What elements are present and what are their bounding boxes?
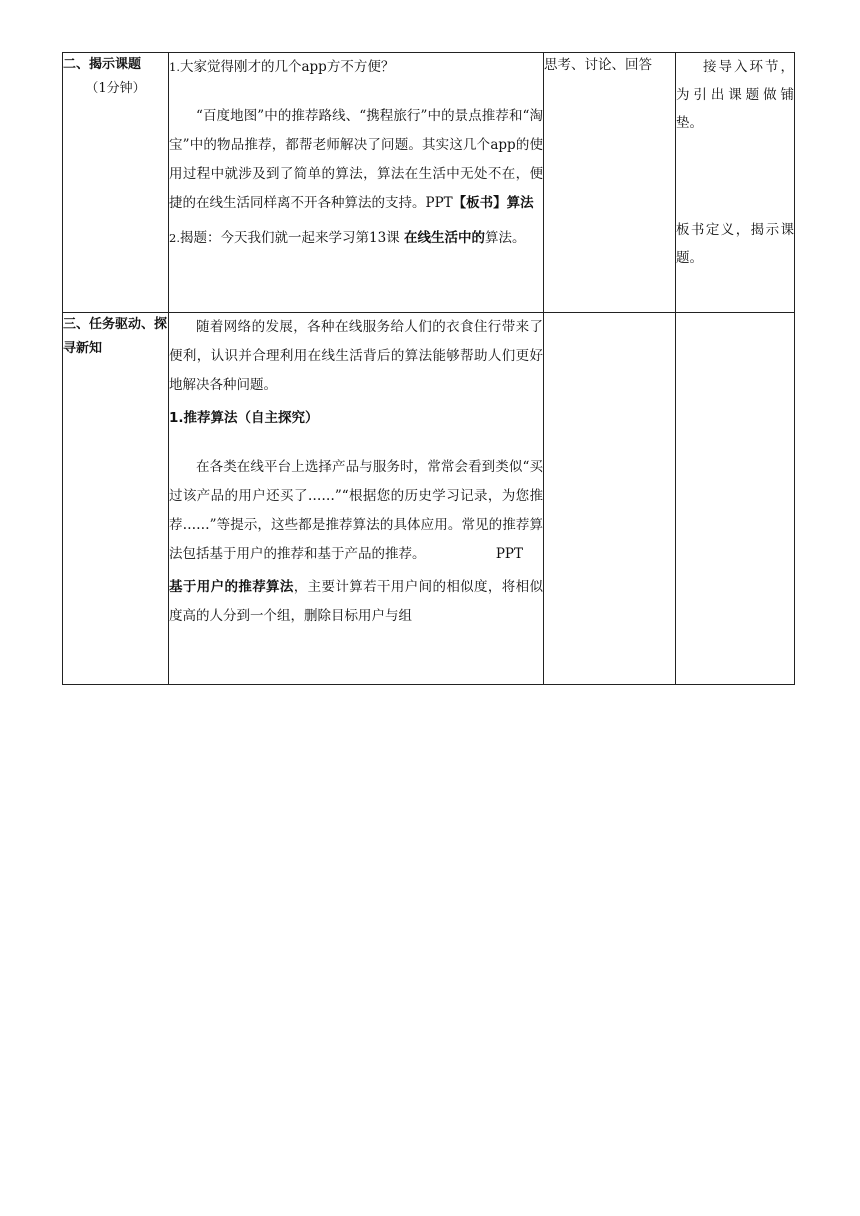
paragraph-user-based-text: ，主要计算若干用户间的相似度，将相似度高的人分到一个组，删除目标用户与组 <box>169 579 544 624</box>
content-cell <box>169 53 544 313</box>
stage-title: 三、任务驱动、探寻新知 <box>63 317 168 356</box>
lesson-plan-table <box>62 52 795 685</box>
paragraph-recommendation-text: 在各类在线平台上选择产品与服务时，常常会看到类似“买过该产品的用户还买了……”“根据您的历史学习记录，为您推荐……”等提示，这些都是推荐算法的具体应用。常见的推荐算法包括基于用户的推荐和基于产品的推荐。 <box>169 459 543 562</box>
blackboard-label: 【板书】算法 <box>452 195 534 211</box>
design-notes-cell <box>676 313 795 685</box>
user-based-term: 基于用户的推荐算法 <box>169 579 294 595</box>
content-cell <box>169 313 544 685</box>
paragraph-user-based <box>169 573 543 631</box>
stage-cell <box>63 53 169 313</box>
lesson-title: 在线生活中的 <box>403 230 485 246</box>
table-row-reveal-topic <box>63 53 795 313</box>
paragraph-intro: 随着网络的发展，各种在线服务给人们的衣食住行带来了便利，认识并合理利用在线生活背后的算法能够帮助人们更好地解决各种问题。 <box>169 319 543 393</box>
paragraph-app-examples <box>169 102 543 218</box>
stage-cell <box>63 313 169 685</box>
design-notes-cell <box>676 53 795 313</box>
question-1 <box>169 53 543 82</box>
question-2-text: 揭题：今天我们就一起来学习第13课 <box>179 230 404 246</box>
stage-title: 二、揭示课题 <box>63 57 142 72</box>
paragraph-recommendation <box>169 453 543 569</box>
ppt-label: PPT <box>495 546 523 562</box>
design-note-2: 板书定义，揭示课题。 <box>676 222 794 266</box>
stage-time: （1分钟） <box>85 81 146 96</box>
table-row-task-driven <box>63 313 795 685</box>
question-1-number: 1. <box>169 60 180 74</box>
question-1-text: 大家觉得刚才的几个app方不方便？ <box>179 59 395 75</box>
question-2 <box>169 228 543 248</box>
design-note-1: 接导入环节，为引出课题做铺垫。 <box>676 59 794 131</box>
paragraph-app-examples-text: “百度地图”中的推荐路线、“携程旅行”中的景点推荐和“淘宝”中的物品推荐，都帮老师解决了问题。其实这几个app的使用过程中就涉及到了简单的算法，算法在生活中无处不在，便捷的在线生活同样离不开各种算法的支持。PPT <box>169 108 543 211</box>
student-activity-cell <box>544 313 676 685</box>
question-2-tail: 算法。 <box>484 230 526 246</box>
section-heading-recommendation: 1.推荐算法（自主探究） <box>169 410 319 426</box>
question-2-number: 2. <box>169 231 180 245</box>
student-activity-cell: 思考、讨论、回答 <box>544 53 676 313</box>
